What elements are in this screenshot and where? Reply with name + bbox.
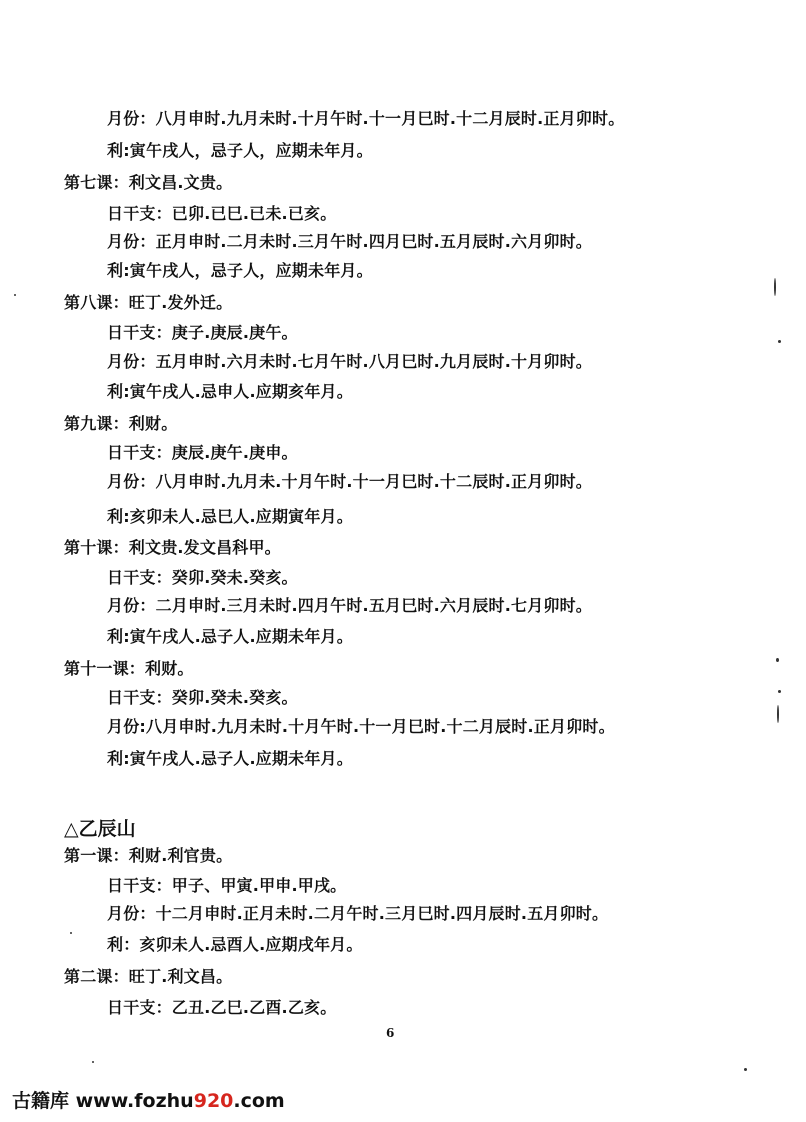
text-line: 日干支：甲子、甲寅.甲申.甲戌。 — [107, 876, 347, 895]
lesson-heading: 第九课：利财。 — [64, 414, 178, 433]
lesson-heading: 第八课：旺丁.发外迁。 — [64, 293, 233, 312]
text-line: 利:亥卯未人.忌巳人.应期寅年月。 — [107, 507, 353, 526]
scan-mark — [14, 294, 16, 296]
scan-mark — [776, 658, 779, 662]
text-line: 日干支：庚辰.庚午.庚申。 — [107, 443, 298, 462]
text-line: 月份：正月申时.二月未时.三月午时.四月巳时.五月辰时.六月卯时。 — [107, 232, 592, 251]
text-line: 利:寅午戌人，忌子人，应期未年月。 — [107, 141, 373, 160]
text-line: 利:寅午戌人，忌子人，应期未年月。 — [107, 261, 373, 280]
scan-mark — [777, 705, 779, 723]
section-title: △乙辰山 — [64, 818, 136, 840]
text-line: 日干支：庚子.庚辰.庚午。 — [107, 323, 298, 342]
text-line: 月份：八月申时.九月未.十月午时.十一月巳时.十二辰时.正月卯时。 — [107, 472, 592, 491]
text-line: 日干支：已卯.已巳.已未.已亥。 — [107, 204, 337, 223]
page-number: 6 — [386, 1026, 395, 1040]
text-line: 日干支：癸卯.癸未.癸亥。 — [107, 568, 298, 587]
scan-mark — [70, 932, 72, 934]
watermark-prefix: 古籍库 www.fozhu — [12, 1090, 194, 1112]
text-line: 日干支：癸卯.癸未.癸亥。 — [107, 688, 298, 707]
scan-mark — [774, 278, 776, 296]
lesson-heading: 第一课：利财.利官贵。 — [64, 846, 233, 865]
lesson-heading: 第七课：利文昌.文贵。 — [64, 173, 233, 192]
text-line: 月份：五月申时.六月未时.七月午时.八月巳时.九月辰时.十月卯时。 — [107, 352, 592, 371]
lesson-heading: 第十一课：利财。 — [64, 659, 194, 678]
text-line: 月份：二月申时.三月未时.四月午时.五月巳时.六月辰时.七月卯时。 — [107, 596, 592, 615]
scan-mark — [92, 1061, 94, 1063]
scan-mark — [744, 1068, 747, 1071]
watermark — [12, 1086, 285, 1113]
text-line: 月份：八月申时.九月未时.十月午时.十一月巳时.十二月辰时.正月卯时。 — [107, 109, 625, 128]
text-line: 利:寅午戌人.忌申人.应期亥年月。 — [107, 382, 353, 401]
watermark-suffix: .com — [233, 1090, 285, 1112]
text-line: 月份：十二月申时.正月未时.二月午时.三月巳时.四月辰时.五月卯时。 — [107, 904, 609, 923]
lesson-heading: 第二课：旺丁.利文昌。 — [64, 967, 233, 986]
text-line: 利:寅午戌人.忌子人.应期未年月。 — [107, 627, 353, 646]
scan-mark — [778, 340, 781, 343]
text-line: 月份:八月申时.九月未时.十月午时.十一月巳时.十二月辰时.正月卯时。 — [107, 717, 615, 736]
lesson-heading: 第十课：利文贵.发文昌科甲。 — [64, 538, 281, 557]
text-line: 日干支：乙丑.乙巳.乙酉.乙亥。 — [107, 998, 337, 1017]
text-line: 利：亥卯未人.忌酉人.应期戌年月。 — [107, 935, 363, 954]
watermark-number: 920 — [193, 1090, 234, 1112]
text-line: 利:寅午戌人.忌子人.应期未年月。 — [107, 749, 353, 768]
scan-mark — [778, 690, 781, 693]
